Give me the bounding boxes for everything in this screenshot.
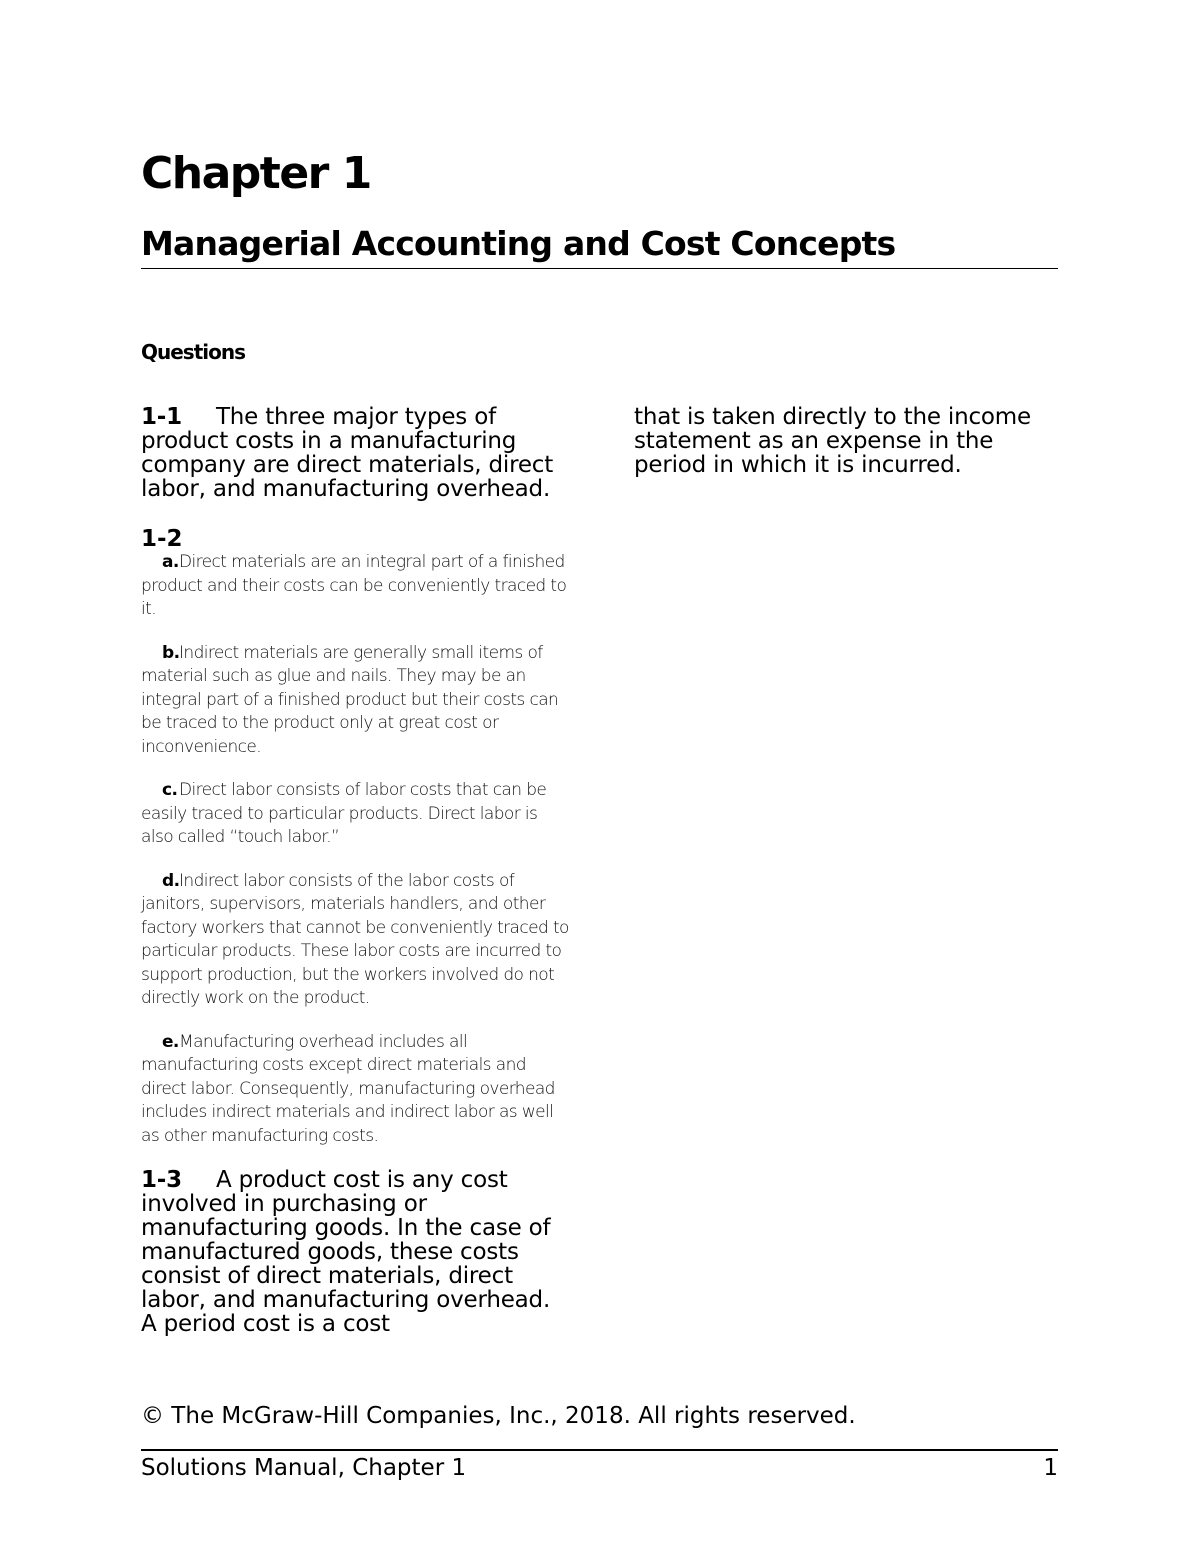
- item-text: Indirect materials are generally small items of material such as glue and nails. They may be an integral part of a finished product but their costs can be traced to the product only at great cost or inconvenience.: [141, 642, 559, 757]
- right-column: [634, 405, 1064, 477]
- copyright-notice: © The McGraw-Hill Companies, Inc., 2018. All rights reserved.: [141, 1403, 856, 1429]
- item-text: Direct materials are an integral part of a finished product and their costs can be conveniently traced to it.: [141, 552, 567, 619]
- item-letter: a.: [162, 552, 179, 572]
- item-letter: d.: [162, 870, 180, 891]
- question-1-2-item-e: [141, 1031, 571, 1149]
- item-letter: c.: [162, 780, 178, 800]
- question-1-2-item-b: [141, 642, 571, 760]
- item-letter: e.: [162, 1031, 179, 1052]
- item-text: Manufacturing overhead includes all manufacturing costs except direct materials and direct labor. Consequently, manufacturing overhead includes indirect materials and indirect labor as well as other manufacturing costs.: [141, 1031, 555, 1146]
- question-number: 1-3: [141, 1167, 182, 1193]
- question-text: A product cost is any cost involved in purchasing or manufacturing goods. In the case of manufactured goods, these costs consist of direct materials, direct labor, and manufacturing overhead. A period cost is a cost: [141, 1167, 551, 1337]
- item-text: Direct labor consists of labor costs that can be easily traced to particular products. Direct labor is also called “touch labor.”: [141, 780, 547, 847]
- question-1-1: [141, 405, 571, 501]
- question-number: 1-1: [141, 404, 182, 430]
- footer-manual-title: Solutions Manual, Chapter 1: [141, 1455, 467, 1481]
- item-text: Indirect labor consists of the labor costs of janitors, supervisors, materials handlers, and other factory workers that cannot be conveniently traced to particular products. These labor costs are incurred to support production, but the workers involved do not directly work on the product.: [141, 870, 569, 1008]
- chapter-label: Chapter 1: [141, 148, 371, 199]
- question-1-3-continuation: that is taken directly to the income statement as an expense in the period in which it is incurred.: [634, 404, 1031, 478]
- question-1-2-number: 1-2: [141, 526, 183, 552]
- question-1-2-item-a: [141, 551, 571, 622]
- title-underline: [141, 268, 1058, 269]
- question-1-3: [141, 1168, 571, 1336]
- question-1-2-item-c: [141, 779, 571, 850]
- page-number: 1: [1043, 1455, 1058, 1481]
- question-text: The three major types of product costs in a manufacturing company are direct materials, direct labor, and manufacturing overhead.: [141, 404, 554, 502]
- item-letter: b.: [162, 642, 180, 663]
- left-column: [141, 405, 571, 1336]
- question-1-2-item-d: [141, 870, 571, 1011]
- section-heading: Questions: [141, 340, 246, 364]
- footer-rule: [141, 1449, 1058, 1451]
- chapter-title: Managerial Accounting and Cost Concepts: [141, 224, 896, 263]
